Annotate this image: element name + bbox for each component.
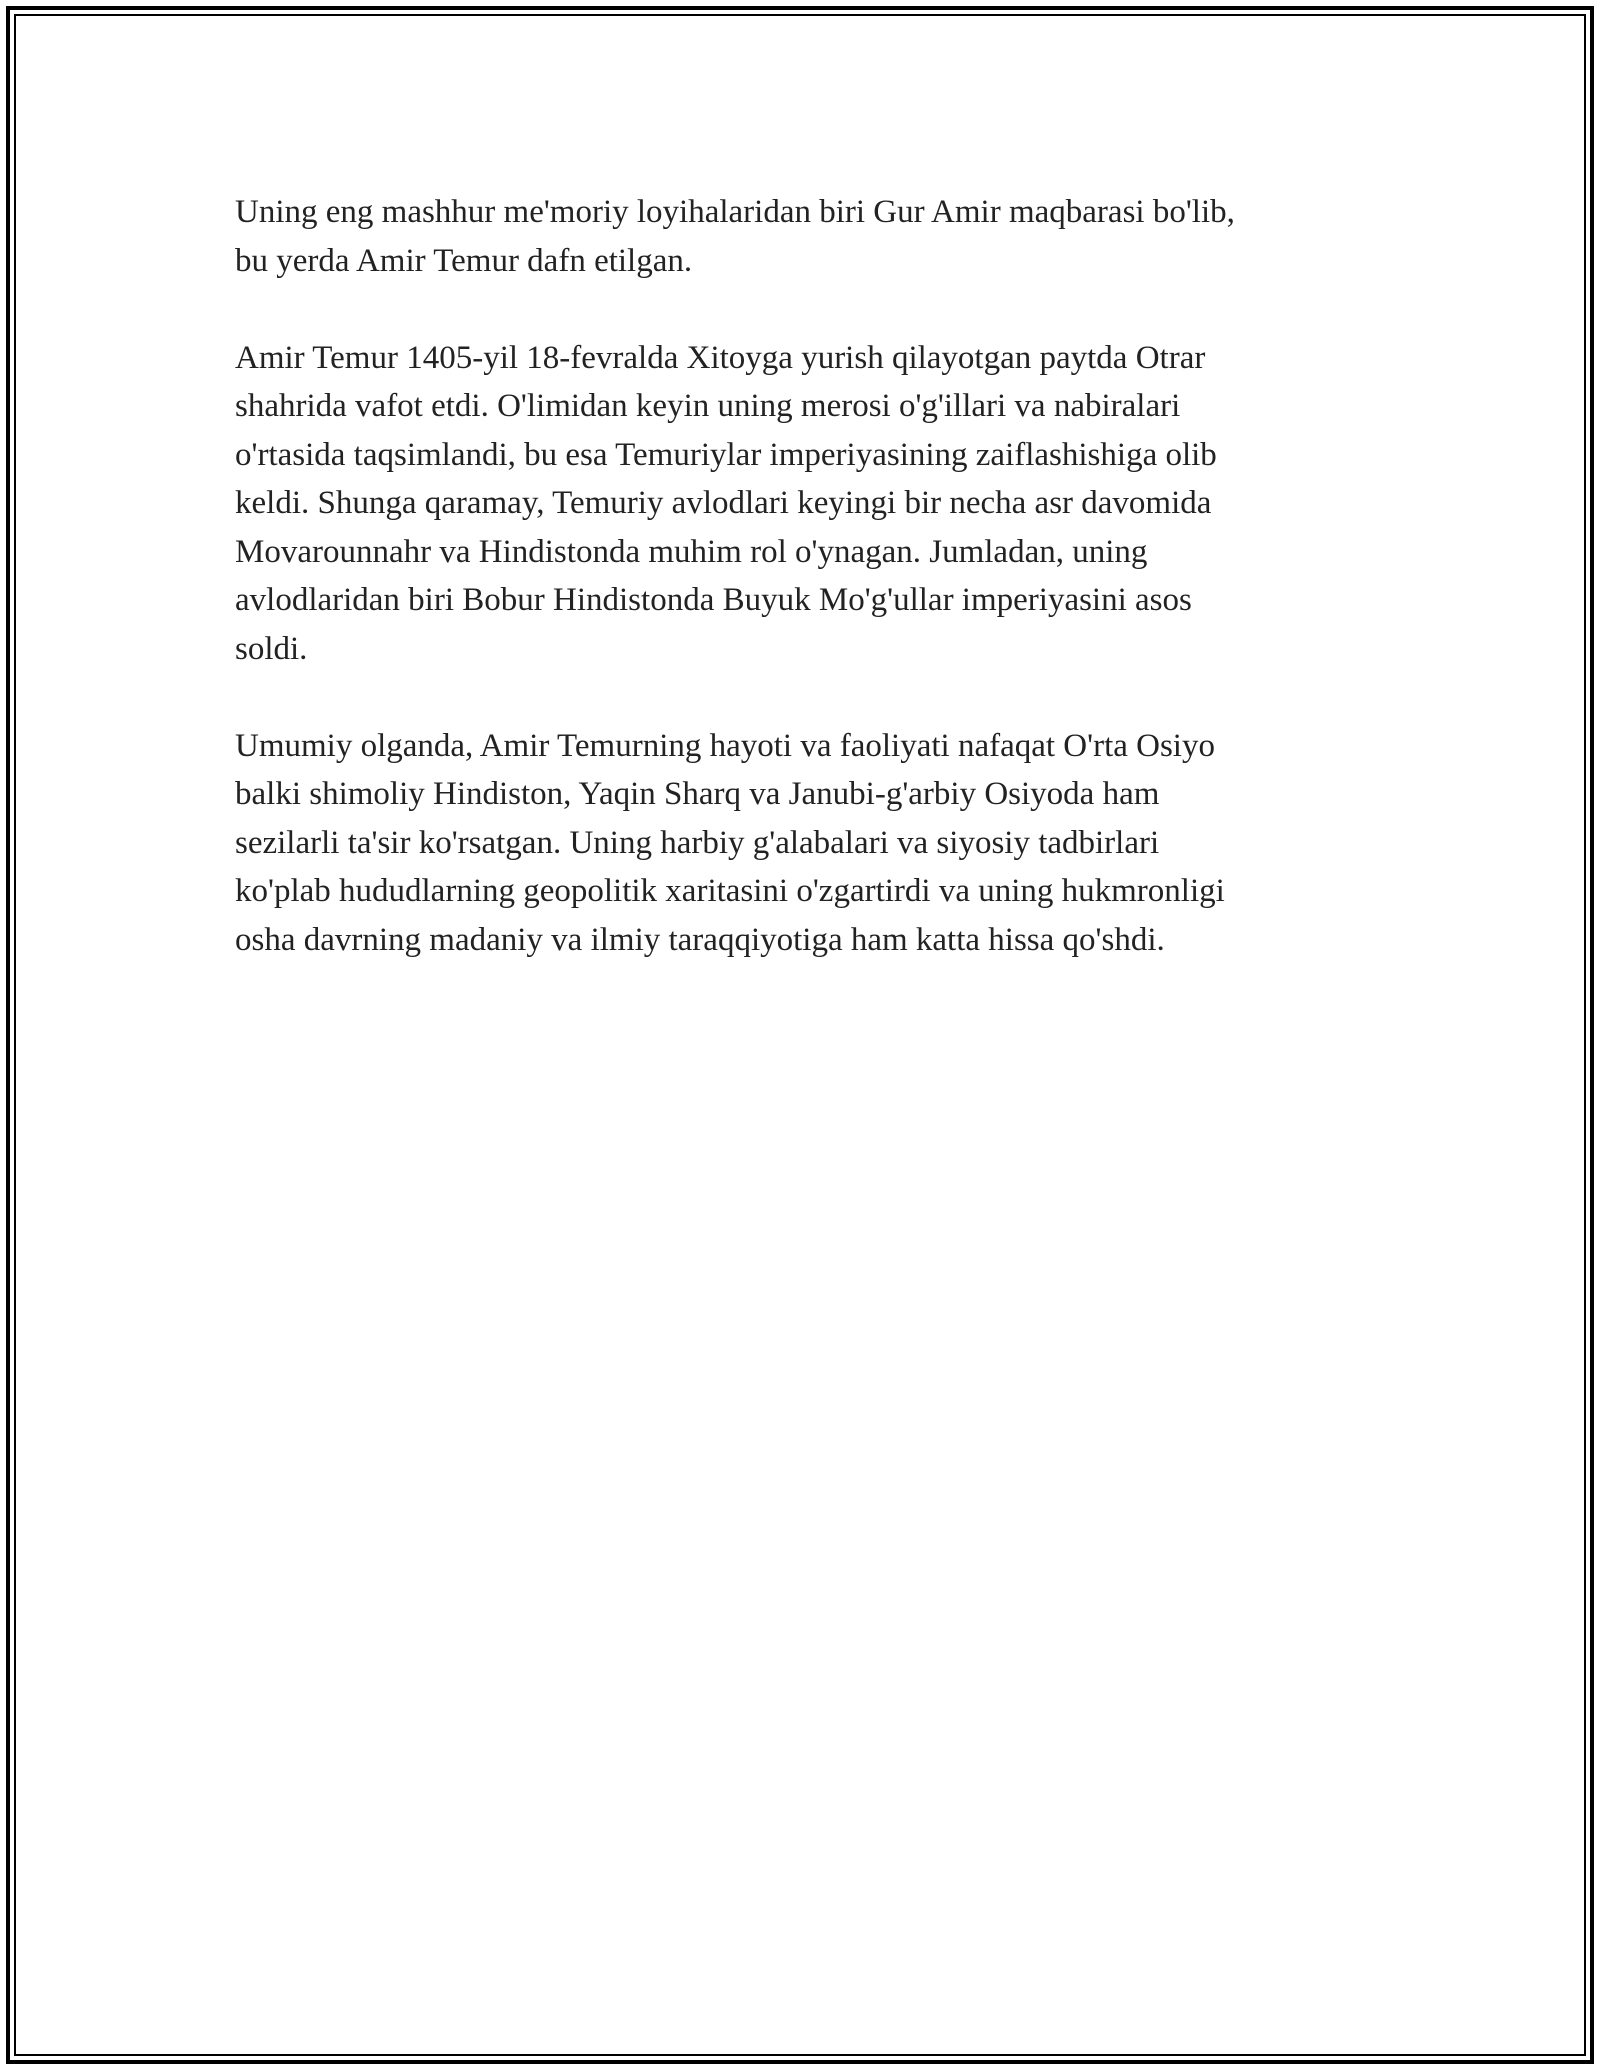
paragraph-line: sezilarli ta'sir ko'rsatgan. Uning harbiy g'alabalari va siyosiy tadbirlari — [235, 824, 1160, 861]
document-body — [235, 188, 1365, 1013]
paragraph-line: ko'plab hududlarning geopolitik xaritasini o'zgartirdi va uning hukmronligi — [235, 873, 1225, 909]
paragraph-line: shahrida vafot etdi. O'limidan keyin uning merosi o'g'illari va nabiralari — [235, 388, 1181, 424]
paragraph-death-legacy — [235, 334, 1365, 674]
paragraph-summary — [235, 722, 1365, 965]
paragraph-line: keldi. Shunga qaramay, Temuriy avlodlari keyingi bir necha asr davomida — [235, 485, 1212, 521]
paragraph-line: o'rtasida taqsimlandi, bu esa Temuriylar imperiyasining zaiflashishiga olib — [235, 436, 1217, 473]
paragraph-line: Movarounnahr va Hindistonda muhim rol o'ynagan. Jumladan, uning — [235, 533, 1148, 570]
paragraph-line: soldi. — [235, 630, 308, 667]
paragraph-line: Uning eng mashhur me'moriy loyihalaridan biri Gur Amir maqbarasi bo'lib, — [235, 194, 1235, 230]
paragraph-line: balki shimoliy Hindiston, Yaqin Sharq va Janubi-g'arbiy Osiyoda ham — [235, 776, 1160, 812]
paragraph-line: Amir Temur 1405-yil 18-fevralda Xitoyga yurish qilayotgan paytda Otrar — [235, 339, 1206, 376]
paragraph-gur-amir — [235, 188, 1365, 285]
paragraph-line: osha davrning madaniy va ilmiy taraqqiyotiga ham katta hissa qo'shdi. — [235, 921, 1165, 958]
paragraph-line: bu yerda Amir Temur dafn etilgan. — [235, 242, 693, 279]
paragraph-line: Umumiy olganda, Amir Temurning hayoti va faoliyati nafaqat O'rta Osiyo — [235, 727, 1215, 764]
paragraph-line: avlodlaridan biri Bobur Hindistonda Buyuk Mo'g'ullar imperiyasini asos — [235, 582, 1192, 618]
